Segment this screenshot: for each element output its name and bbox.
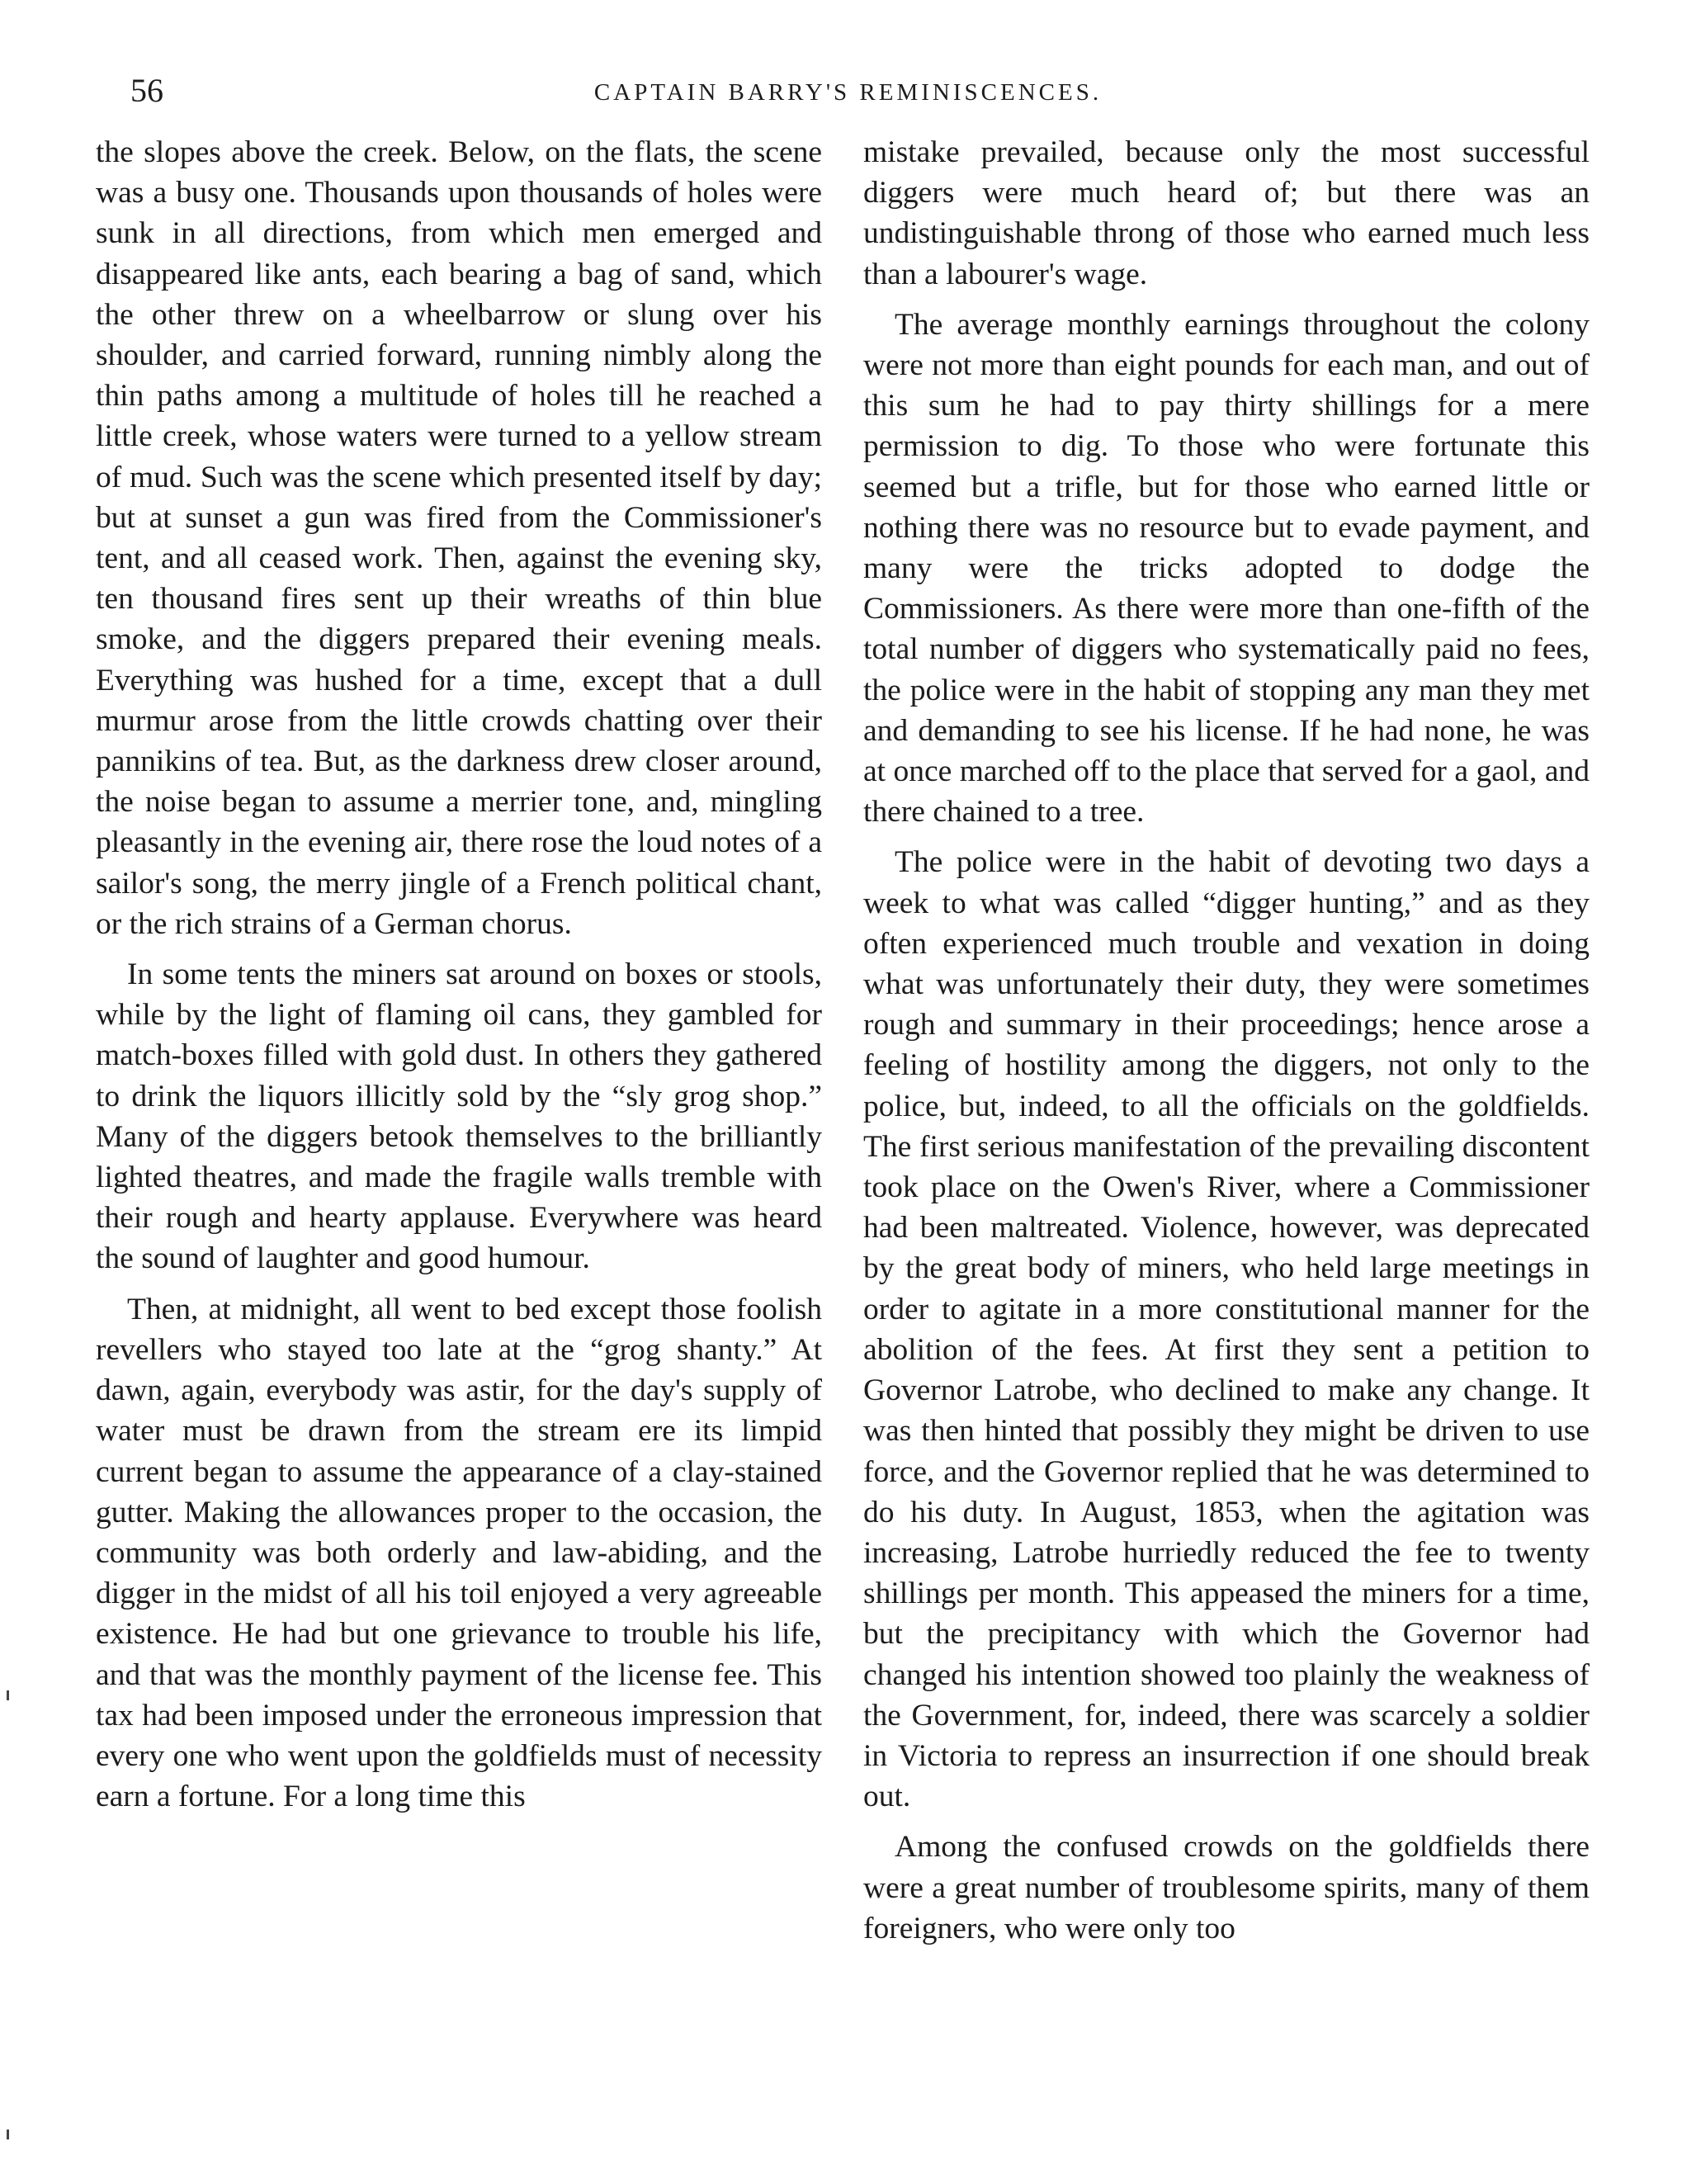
right-column [863, 132, 1590, 1959]
paragraph: mistake prevailed, because only the most successful diggers were much heard of; but there was an undistinguishable throng of those who earned much less than a labourer's wage. [863, 135, 1590, 291]
scan-edge-mark [7, 1690, 9, 1700]
page-number: 56 [130, 72, 163, 109]
left-column [96, 132, 822, 1827]
paragraph: The average monthly earnings throughout the colony were not more than eight pounds for each man, and out of this sum he had to pay thirty shillings for a mere permission to dig. To those who were fortunate this seemed but a trifle, but for those who earned little or nothing there was no resource but to evade payment, and many were the tricks adopted to dodge the Commissioners. As there were more than one-fifth of the total number of diggers who systematically paid no fees, the police were in the habit of stopping any man they met and demanding to see his license. If he had none, he was at once marched off to the place that served for a gaol, and there chained to a tree. [863, 307, 1590, 830]
paragraph: Among the confused crowds on the goldfields there were a great number of troublesome spirits, many of them foreigners, who were only too [863, 1830, 1590, 1945]
paragraph: Then, at midnight, all went to bed except those foolish revellers who stayed too late at the “grog shanty.” At dawn, again, everybody was astir, for the day's supply of water must be drawn from the stream ere its limpid current began to assume the appearance of a clay-stained gutter. Making the allowances proper to the occasion, the community was both orderly and law-abiding, and the digger in the midst of all his toil enjoyed a very agreeable existence. He had but one grievance to trouble his life, and that was the monthly payment of the license fee. This tax had been imposed under the erroneous impression that every one who went upon the goldfields must of necessity earn a fortune. For a long time this [96, 1292, 822, 1814]
paragraph: the slopes above the creek. Below, on the flats, the scene was a busy one. Thousands upon thousands of holes were sunk in all directions, from which men emerged and disappeared like ants, each bearing a bag of sand, which the other threw on a wheelbarrow or slung over his shoulder, and carried forward, running nimbly along the thin paths among a multitude of holes till he reached a little creek, whose waters were turned to a yellow stream of mud. Such was the scene which presented itself by day; but at sunset a gun was fired from the Commissioner's tent, and all ceased work. Then, against the evening sky, ten thousand fires sent up their wreaths of thin blue smoke, and the diggers prepared their evening meals. Everything was hushed for a time, except that a dull murmur arose from the little crowds chatting over their pannikins of tea. But, as the darkness drew closer around, the noise began to assume a merrier tone, and, mingling pleasantly in the evening air, there rose the loud notes of a sailor's song, the merry jingle of a French political chant, or the rich strains of a German chorus. [96, 135, 822, 941]
paragraph: The police were in the habit of devoting two days a week to what was called “digger hunting,” and as they often experienced much trouble and vexation in doing what was unfortunately their duty, they were sometimes rough and summary in their proceedings; hence arose a feeling of hostility among the diggers, not only to the police, but, indeed, to all the officials on the goldfields. The first serious manifestation of the prevailing discontent took place on the Owen's River, where a Commissioner had been maltreated. Violence, however, was deprecated by the great body of miners, who held large meetings in order to agitate in a more constitutional manner for the abolition of the fees. At first they sent a petition to Governor Latrobe, who declined to make any change. It was then hinted that possibly they might be driven to use force, and the Governor replied that he was determined to do his duty. In August, 1853, when the agitation was increasing, Latrobe hurriedly reduced the fee to twenty shillings per month. This appeased the miners for a time, but the precipitancy with which the Governor had changed his intention showed too plainly the weakness of the Government, for, indeed, there was scarcely a soldier in Victoria to repress an insurrection if one should break out. [863, 845, 1590, 1814]
running-title: CAPTAIN BARRY'S REMINISCENCES. [593, 79, 1103, 106]
paragraph: In some tents the miners sat around on boxes or stools, while by the light of flaming oil cans, they gambled for match-boxes filled with gold dust. In others they gathered to drink the liquors illicitly sold by the “sly grog shop.” Many of the diggers betook themselves to the brilliantly lighted theatres, and made the fragile walls tremble with their rough and hearty applause. Everywhere was heard the sound of laughter and good humour. [96, 957, 822, 1276]
scan-edge-mark [7, 2130, 9, 2139]
